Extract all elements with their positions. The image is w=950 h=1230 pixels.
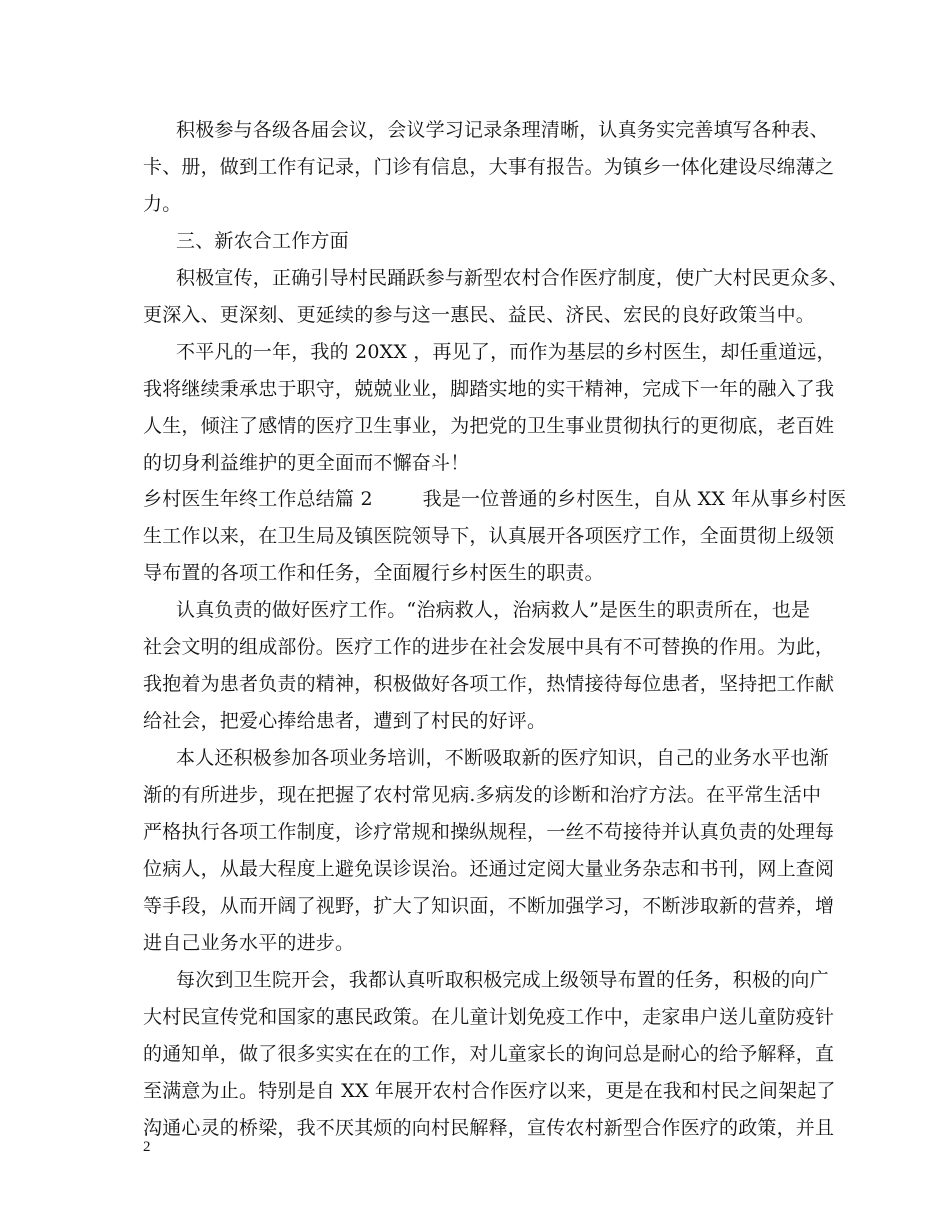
text-line: 我抱着为患者负责的精神，积极做好各项工作，热情接待每位患者，坚持把工作献 <box>143 673 835 695</box>
text-line: 卡、册，做到工作有记录，门诊有信息，大事有报告。为镇乡一体化建设尽绵薄之 <box>143 156 835 178</box>
text-line: 的通知单，做了很多实实在在的工作，对儿童家长的询问总是耐心的给予解释，直 <box>143 1043 835 1065</box>
page-number: 2 <box>143 1139 151 1155</box>
text-line: 积极宣传，正确引导村民踊跃参与新型农村合作医疗制度，使广大村民更众多、 <box>176 267 849 289</box>
text-line: 沟通心灵的桥梁，我不厌其烦的向村民解释，宣传农村新型合作医疗的政策，并且 <box>143 1117 835 1139</box>
section-heading: 三、新农合工作方面 <box>176 230 349 252</box>
text-line: 进自己业务水平的进步。 <box>143 932 355 954</box>
text-line: 生工作以来，在卫生局及镇医院领导下，认真展开各项医疗工作，全面贯彻上级领 <box>143 525 835 547</box>
text-line: 至满意为止。特别是自 XX 年展开农村合作医疗以来，更是在我和村民之间架起了 <box>143 1080 836 1102</box>
text-line: 认真负责的做好医疗工作。“治病救人，治病救人”是医生的职责所在，也是 <box>176 599 811 621</box>
text-line: 大村民宣传党和国家的惠民政策。在儿童计划免疫工作中，走家串户送儿童防疫针 <box>143 1006 835 1028</box>
text-line: 本人还积极参加各项业务培训，不断吸取新的医疗知识，自己的业务水平也渐 <box>176 747 829 769</box>
text-line: 位病人，从最大程度上避免误诊误治。还通过定阅大量业务杂志和书刊，网上查阅 <box>143 858 835 880</box>
text-line: 更深入、更深刻、更延续的参与这一惠民、益民、济民、宏民的良好政策当中。 <box>143 304 816 326</box>
text-line: 每次到卫生院开会，我都认真听取积极完成上级领导布置的任务，积极的向广 <box>176 969 829 991</box>
article-title-line: 乡村医生年终工作总结篇 2 我是一位普通的乡村医生，自从 XX 年从事乡村医 <box>143 488 847 510</box>
text-line: 导布置的各项工作和任务，全面履行乡村医生的职责。 <box>143 562 604 584</box>
text-line: 积极参与各级各届会议，会议学习记录条理清晰，认真务实完善填写各种表、 <box>176 119 829 141</box>
text-line: 力。 <box>143 193 182 215</box>
text-line: 不平凡的一年，我的 20XX ，再见了，而作为基层的乡村医生，却任重道远， <box>176 341 836 363</box>
text-line: 我将继续秉承忠于职守，兢兢业业，脚踏实地的实干精神，完成下一年的融入了我 <box>143 378 835 400</box>
text-line: 给社会，把爱心捧给患者，遭到了村民的好评。 <box>143 710 547 732</box>
text-line: 严格执行各项工作制度，诊疗常规和操纵规程，一丝不苟接待并认真负责的处理每 <box>143 821 835 843</box>
text-line: 渐的有所进步，现在把握了农村常见病.多病发的诊断和治疗方法。在平常生活中 <box>143 784 822 806</box>
text-line: 的切身利益维护的更全面而不懈奋斗！ <box>143 452 470 474</box>
text-line: 人生，倾注了感情的医疗卫生事业，为把党的卫生事业贯彻执行的更彻底，老百姓 <box>143 415 835 437</box>
text-line: 等手段，从而开阔了视野，扩大了知识面，不断加强学习，不断涉取新的营养，增 <box>143 895 835 917</box>
text-line: 社会文明的组成部份。医疗工作的进步在社会发展中具有不可替换的作用。为此， <box>143 636 835 658</box>
